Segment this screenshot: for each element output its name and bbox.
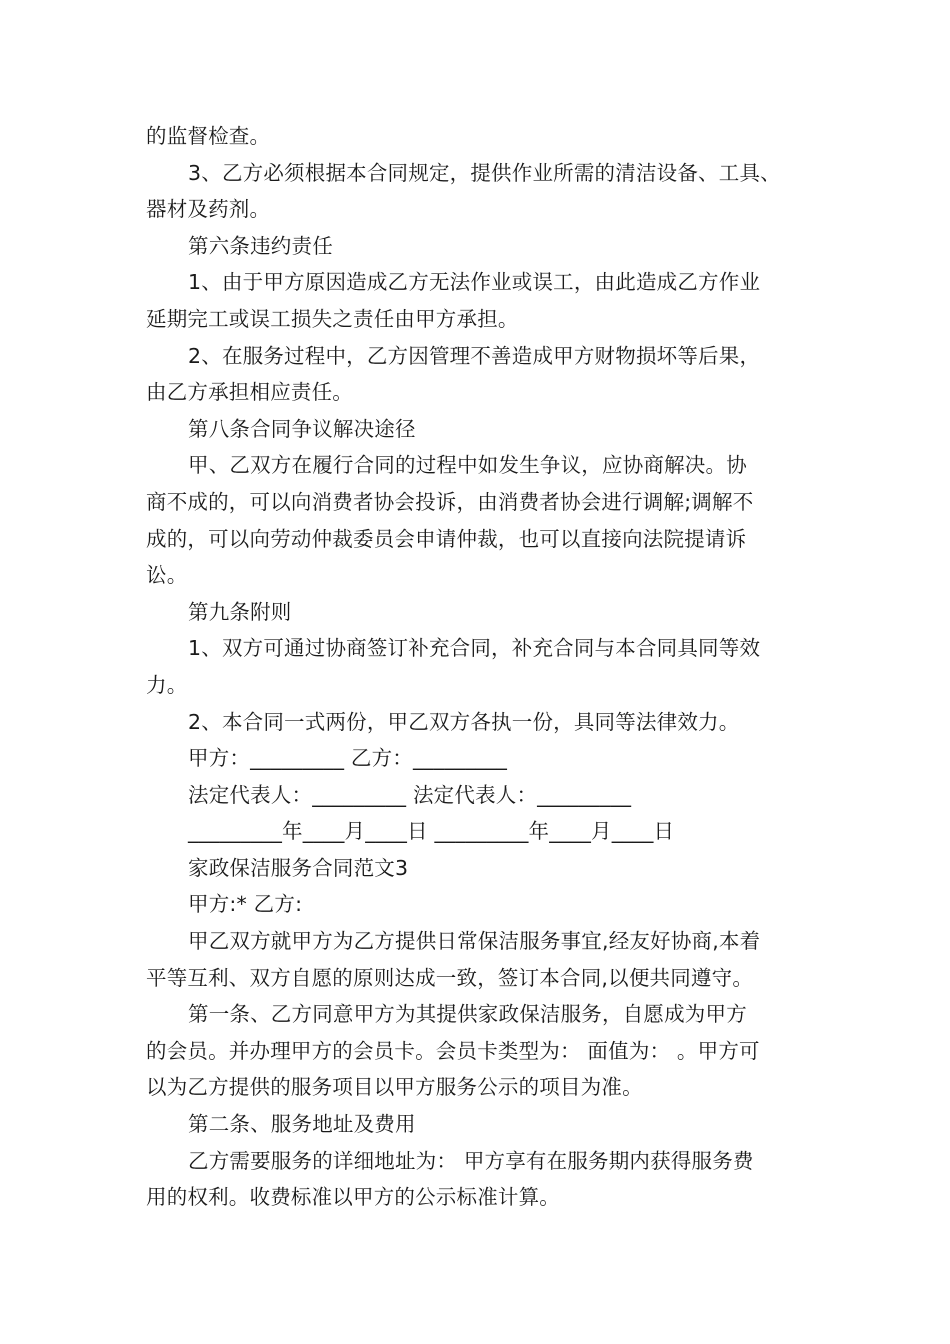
text-line: 甲乙双方就甲方为乙方提供日常保洁服务事宜,经友好协商,本着	[188, 929, 761, 954]
parties-line: 甲方:* 乙方:	[188, 892, 303, 917]
text-line: 讼。	[146, 563, 188, 588]
section-heading: 第八条合同争议解决途径	[188, 416, 416, 441]
text-line: 1、由于甲方原因造成乙方无法作业或误工，由此造成乙方作业	[188, 270, 761, 295]
text-line: 以为乙方提供的服务项目以甲方服务公示的项目为准。	[146, 1075, 643, 1100]
text-line: 2、在服务过程中，乙方因管理不善造成甲方财物损坏等后果，	[188, 343, 761, 368]
text-line: 延期完工或误工损失之责任由甲方承担。	[146, 306, 519, 331]
text-line: 成的，可以向劳动仲裁委员会申请仲裁，也可以直接向法院提请诉	[146, 526, 747, 551]
text-line: 的监督检查。	[146, 124, 271, 148]
signature-line-date: _________年____月____日 _________年____月____日	[188, 819, 675, 844]
section-heading: 第六条违约责任	[188, 233, 333, 258]
text-line: 力。	[146, 672, 188, 697]
section-heading: 第九条附则	[188, 599, 292, 624]
text-line: 的会员。并办理甲方的会员卡。会员卡类型为： 面值为： 。甲方可	[146, 1038, 760, 1063]
text-line: 1、双方可通过协商签订补充合同，补充合同与本合同具同等效	[188, 636, 761, 661]
document-title: 家政保洁服务合同范文3	[188, 855, 409, 880]
section-heading: 第二条、服务地址及费用	[188, 1112, 416, 1137]
document-body	[146, 118, 816, 1216]
text-line: 3、乙方必须根据本合同规定，提供作业所需的清洁设备、工具、	[188, 160, 781, 185]
text-line: 由乙方承担相应责任。	[146, 380, 353, 405]
text-line: 2、本合同一式两份，甲乙双方各执一份，具同等法律效力。	[188, 709, 740, 734]
signature-line-party: 甲方：_________ 乙方：_________	[188, 746, 508, 771]
text-line: 乙方需要服务的详细地址为： 甲方享有在服务期内获得服务费	[188, 1148, 754, 1173]
text-line: 器材及药剂。	[146, 197, 271, 222]
text-line: 用的权利。收费标准以甲方的公示标准计算。	[146, 1185, 560, 1210]
text-line: 第一条、乙方同意甲方为其提供家政保洁服务，自愿成为甲方	[188, 1002, 747, 1027]
signature-line-representative: 法定代表人：_________ 法定代表人：_________	[188, 782, 632, 807]
text-line: 平等互利、双方自愿的原则达成一致，签订本合同,以便共同遵守。	[146, 965, 754, 990]
text-line: 商不成的，可以向消费者协会投诉，由消费者协会进行调解;调解不	[146, 489, 754, 514]
text-line: 甲、乙双方在履行合同的过程中如发生争议，应协商解决。协	[188, 453, 747, 478]
